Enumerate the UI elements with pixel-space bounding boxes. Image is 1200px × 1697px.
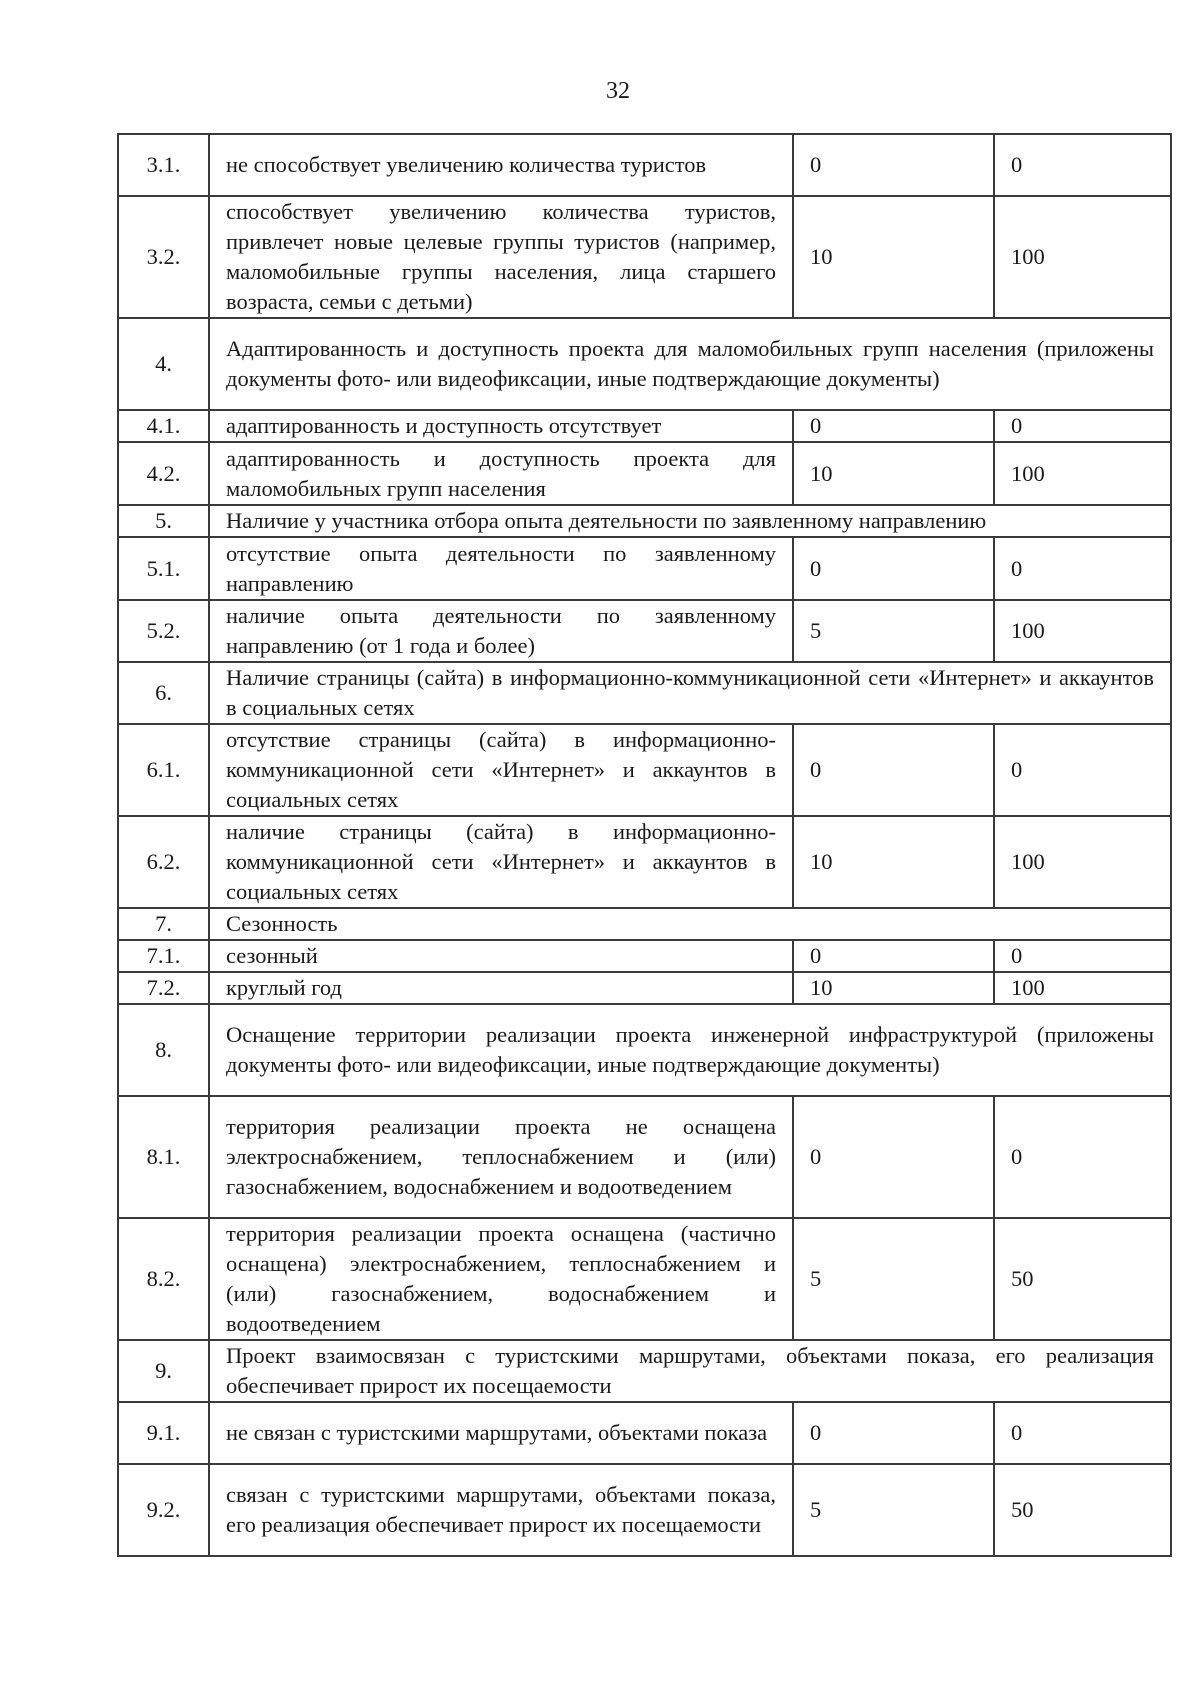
points-value: 0: [793, 940, 994, 972]
weight-value: 0: [994, 537, 1171, 600]
weight-value: 0: [994, 134, 1171, 196]
weight-value: 0: [994, 1096, 1171, 1218]
table-row: [118, 442, 1171, 505]
points-value: 0: [793, 410, 994, 442]
table-row: [118, 816, 1171, 908]
row-number: 7.: [118, 908, 209, 940]
table-row: [118, 1218, 1171, 1340]
row-number: 7.2.: [118, 972, 209, 1004]
table-row: [118, 318, 1171, 410]
table-row: [118, 1340, 1171, 1402]
row-number: 3.1.: [118, 134, 209, 196]
row-number: 6.: [118, 662, 209, 724]
weight-value: 100: [994, 600, 1171, 662]
table-row: [118, 940, 1171, 972]
weight-value: 0: [994, 940, 1171, 972]
table-row: [118, 600, 1171, 662]
section-heading: Проект взаимосвязан с туристскими маршрутами, объектами показа, его реализация обеспечивает прирост их посещаемости: [209, 1340, 1171, 1402]
row-number: 9.: [118, 1340, 209, 1402]
points-value: 5: [793, 1218, 994, 1340]
row-number: 5.2.: [118, 600, 209, 662]
row-number: 6.2.: [118, 816, 209, 908]
points-value: 0: [793, 1096, 994, 1218]
weight-value: 0: [994, 724, 1171, 816]
page-number: 32: [606, 78, 630, 104]
table-row: [118, 908, 1171, 940]
points-value: 5: [793, 600, 994, 662]
criterion-text: территория реализации проекта не оснащена электроснабжением, теплоснабжением и (или) газоснабжением, водоснабжением и водоотведением: [209, 1096, 793, 1218]
criterion-text: связан с туристскими маршрутами, объектами показа, его реализация обеспечивает прирост их посещаемости: [209, 1464, 793, 1556]
section-heading: Сезонность: [209, 908, 1171, 940]
weight-value: 50: [994, 1218, 1171, 1340]
row-number: 4.2.: [118, 442, 209, 505]
table-row: [118, 724, 1171, 816]
points-value: 10: [793, 196, 994, 318]
criterion-text: способствует увеличению количества туристов, привлечет новые целевые группы туристов (например, маломобильные группы населения, лица старшего возраста, семьи с детьми): [209, 196, 793, 318]
row-number: 9.1.: [118, 1402, 209, 1464]
table-row: [118, 537, 1171, 600]
criterion-text: территория реализации проекта оснащена (частично оснащена) электроснабжением, теплоснабжением и (или) газоснабжением, водоснабжением и водоотведением: [209, 1218, 793, 1340]
row-number: 3.2.: [118, 196, 209, 318]
criterion-text: отсутствие опыта деятельности по заявленному направлению: [209, 537, 793, 600]
weight-value: 100: [994, 972, 1171, 1004]
row-number: 8.2.: [118, 1218, 209, 1340]
row-number: 9.2.: [118, 1464, 209, 1556]
row-number: 6.1.: [118, 724, 209, 816]
criterion-text: адаптированность и доступность проекта для маломобильных групп населения: [209, 442, 793, 505]
criterion-text: наличие страницы (сайта) в информационно-коммуникационной сети «Интернет» и аккаунтов в социальных сетях: [209, 816, 793, 908]
row-number: 7.1.: [118, 940, 209, 972]
row-number: 5.1.: [118, 537, 209, 600]
criterion-text: не связан с туристскими маршрутами, объектами показа: [209, 1402, 793, 1464]
table-row: [118, 662, 1171, 724]
table-row: [118, 1096, 1171, 1218]
criterion-text: отсутствие страницы (сайта) в информационно-коммуникационной сети «Интернет» и аккаунтов в социальных сетях: [209, 724, 793, 816]
weight-value: 100: [994, 196, 1171, 318]
points-value: 5: [793, 1464, 994, 1556]
criteria-table: [117, 133, 1172, 1557]
row-number: 4.: [118, 318, 209, 410]
section-heading: Наличие у участника отбора опыта деятельности по заявленному направлению: [209, 505, 1171, 537]
criterion-text: не способствует увеличению количества туристов: [209, 134, 793, 196]
table-row: [118, 1004, 1171, 1096]
section-heading: Оснащение территории реализации проекта инженерной инфраструктурой (приложены документы фото- или видеофиксации, иные подтверждающие документы): [209, 1004, 1171, 1096]
table-row: [118, 505, 1171, 537]
points-value: 0: [793, 134, 994, 196]
table-row: [118, 1402, 1171, 1464]
row-number: 8.1.: [118, 1096, 209, 1218]
row-number: 5.: [118, 505, 209, 537]
points-value: 10: [793, 442, 994, 505]
points-value: 10: [793, 816, 994, 908]
table-row: [118, 196, 1171, 318]
points-value: 0: [793, 724, 994, 816]
points-value: 0: [793, 1402, 994, 1464]
weight-value: 0: [994, 1402, 1171, 1464]
table-row: [118, 410, 1171, 442]
table-row: [118, 134, 1171, 196]
weight-value: 100: [994, 442, 1171, 505]
row-number: 4.1.: [118, 410, 209, 442]
row-number: 8.: [118, 1004, 209, 1096]
points-value: 10: [793, 972, 994, 1004]
criterion-text: сезонный: [209, 940, 793, 972]
criterion-text: адаптированность и доступность отсутствует: [209, 410, 793, 442]
section-heading: Адаптированность и доступность проекта для маломобильных групп населения (приложены документы фото- или видеофиксации, иные подтверждающие документы): [209, 318, 1171, 410]
table-row: [118, 1464, 1171, 1556]
weight-value: 50: [994, 1464, 1171, 1556]
criterion-text: круглый год: [209, 972, 793, 1004]
points-value: 0: [793, 537, 994, 600]
section-heading: Наличие страницы (сайта) в информационно-коммуникационной сети «Интернет» и аккаунтов в социальных сетях: [209, 662, 1171, 724]
weight-value: 0: [994, 410, 1171, 442]
table-row: [118, 972, 1171, 1004]
weight-value: 100: [994, 816, 1171, 908]
criterion-text: наличие опыта деятельности по заявленному направлению (от 1 года и более): [209, 600, 793, 662]
